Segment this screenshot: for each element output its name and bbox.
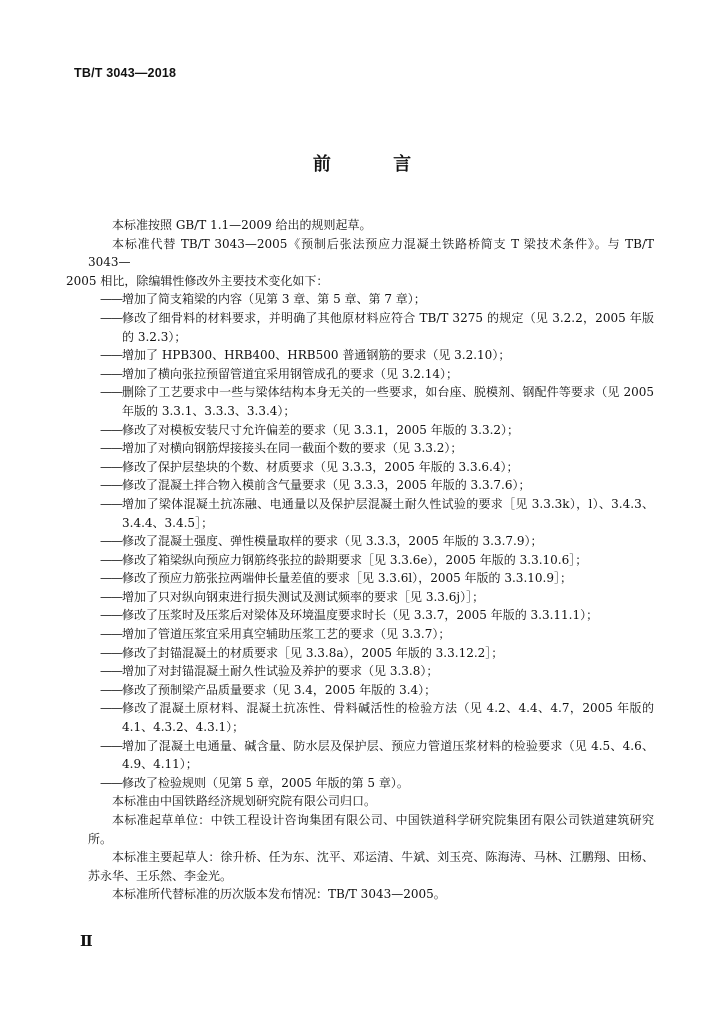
page-number: Ⅱ: [80, 932, 93, 950]
change-item: [88, 588, 654, 607]
dash-marker: ——: [100, 534, 122, 549]
change-item-text: 删除了工艺要求中一些与梁体结构本身无关的一些要求，如台座、脱模剂、钢配件等要求（见 2005 年版的 3.3.1、3.3.3、3.3.4）；: [122, 385, 654, 418]
change-item-text: 增加了管道压浆宜采用真空辅助压浆工艺的要求（见 3.3.7）；: [122, 627, 451, 642]
change-item: [88, 309, 654, 346]
change-item: [88, 699, 654, 736]
change-item-text: 增加了只对纵向钢束进行损失测试及测试频率的要求［见 3.3.6j）］；: [122, 589, 485, 604]
change-item-text: 增加了梁体混凝土抗冻融、电通量以及保护层混凝土耐久性试验的要求［见 3.3.3k），l）、3.4.3、3.4.4、3.4.5］；: [122, 496, 654, 530]
dash-marker: ——: [100, 738, 122, 753]
closing-paragraph: 本标准主要起草人：徐升桥、任为东、沈平、邓运清、牛斌、刘玉亮、陈海涛、马林、江鹏翔、田杨、苏永华、王乐然、李金光。: [88, 850, 654, 883]
foreword-body: [66, 216, 654, 904]
dash-marker: ——: [100, 775, 122, 790]
closing-paragraph: 本标准起草单位：中铁工程设计咨询集团有限公司、中国铁道科学研究院集团有限公司铁道建筑研究所。: [88, 813, 654, 846]
change-item-text: 修改了保护层垫块的个数、材质要求（见 3.3.3，2005 年版的 3.3.6.4）；: [122, 459, 519, 474]
change-item-text: 增加了混凝土电通量、碱含量、防水层及保护层、预应力管道压浆材料的检验要求（见 4.5、4.6、4.9、4.11）；: [122, 738, 654, 772]
closing-paragraph: 本标准由中国铁路经济规划研究院有限公司归口。: [112, 794, 377, 809]
dash-marker: ——: [100, 571, 122, 586]
dash-marker: ——: [100, 422, 122, 437]
dash-marker: ——: [100, 608, 122, 623]
changes-list: [88, 290, 654, 792]
change-item: [88, 476, 654, 495]
change-item-text: 修改了混凝土强度、弹性模量取样的要求（见 3.3.3，2005 年版的 3.3.7.9）；: [122, 534, 543, 549]
dash-marker: ——: [100, 441, 122, 456]
change-item: [88, 644, 654, 663]
change-item-text: 修改了箱梁纵向预应力钢筋终张拉的龄期要求［见 3.3.6e），2005 年版的 3.3.10.6］；: [122, 552, 588, 567]
change-item-text: 增加了对封锚混凝土耐久性试验及养护的要求（见 3.3.8）；: [122, 664, 439, 679]
change-item-text: 增加了横向张拉预留管道宜采用钢管成孔的要求（见 3.2.14）；: [122, 366, 458, 381]
change-item-text: 修改了压浆时及压浆后对梁体及环境温度要求时长（见 3.3.7，2005 年版的 3.3.11.1）；: [122, 608, 599, 623]
change-item-text: 修改了封锚混凝土的材质要求［见 3.3.8a），2005 年版的 3.3.12.2］；: [122, 645, 504, 660]
change-item: [88, 551, 654, 570]
dash-marker: ——: [100, 496, 122, 511]
intro-paragraph: 本标准按照 GB/T 1.1—2009 给出的规则起草。: [112, 218, 372, 232]
change-item-text: 修改了检验规则（见第 5 章，2005 年版的第 5 章）。: [122, 775, 409, 790]
change-item: [88, 346, 654, 365]
dash-marker: ——: [100, 385, 122, 400]
change-item: [88, 383, 654, 420]
change-item: [88, 532, 654, 551]
dash-marker: ——: [100, 292, 122, 307]
change-item: [88, 421, 654, 440]
change-item-text: 修改了预应力筋张拉两端伸长量差值的要求［见 3.3.6l），2005 年版的 3.3.10.9］；: [122, 571, 572, 586]
change-item: [88, 774, 654, 793]
standard-code: TB/T 3043—2018: [74, 66, 177, 80]
change-item: [88, 681, 654, 700]
change-item: [88, 495, 654, 532]
change-item: [88, 737, 654, 774]
change-item: [88, 290, 654, 309]
change-item: [88, 569, 654, 588]
dash-marker: ——: [100, 310, 122, 325]
change-item: [88, 439, 654, 458]
dash-marker: ——: [100, 664, 122, 679]
change-item: [88, 365, 654, 384]
intro-paragraph: 本标准代替 TB/T 3043—2005《预制后张法预应力混凝土铁路桥简支 T 梁技术条件》。与 TB/T 3043—: [88, 236, 654, 270]
change-item-text: 修改了对模板安装尺寸允许偏差的要求（见 3.3.1，2005 年版的 3.3.2）；: [122, 422, 520, 437]
dash-marker: ——: [100, 682, 122, 697]
dash-marker: ——: [100, 589, 122, 604]
change-item-text: 增加了简支箱梁的内容（见第 3 章、第 5 章、第 7 章）；: [122, 292, 426, 307]
dash-marker: ——: [100, 701, 122, 716]
change-item-text: 修改了混凝土原材料、混凝土抗冻性、骨料碱活性的检验方法（见 4.2、4.4、4.7，2005 年版的 4.1、4.3.2、4.3.1）；: [122, 701, 654, 735]
dash-marker: ——: [100, 348, 122, 363]
change-item: [88, 625, 654, 644]
closing-paragraph: 本标准所代替标准的历次版本发布情况：TB/T 3043—2005。: [112, 887, 446, 902]
dash-marker: ——: [100, 459, 122, 474]
change-item: [88, 662, 654, 681]
intro-paragraph-continued: 2005 相比，除编辑性修改外主要技术变化如下：: [66, 273, 329, 288]
dash-marker: ——: [100, 627, 122, 642]
change-item-text: 增加了 HPB300、HRB400、HRB500 普通钢筋的要求（见 3.2.10）；: [122, 348, 511, 363]
change-item-text: 修改了混凝土拌合物入模前含气量要求（见 3.3.3，2005 年版的 3.3.7.6）；: [122, 478, 531, 493]
change-item: [88, 458, 654, 477]
change-item-text: 增加了对横向钢筋焊接接头在同一截面个数的要求（见 3.3.2）；: [122, 441, 463, 456]
change-item: [88, 606, 654, 625]
dash-marker: ——: [100, 478, 122, 493]
change-item-text: 修改了细骨料的材料要求，并明确了其他原材料应符合 TB/T 3275 的规定（见 3.2.2，2005 年版的 3.2.3）；: [122, 310, 654, 344]
dash-marker: ——: [100, 645, 122, 660]
dash-marker: ——: [100, 366, 122, 381]
change-item-text: 修改了预制梁产品质量要求（见 3.4，2005 年版的 3.4）；: [122, 682, 437, 697]
dash-marker: ——: [100, 552, 122, 567]
page-title: 前 言: [312, 154, 440, 175]
